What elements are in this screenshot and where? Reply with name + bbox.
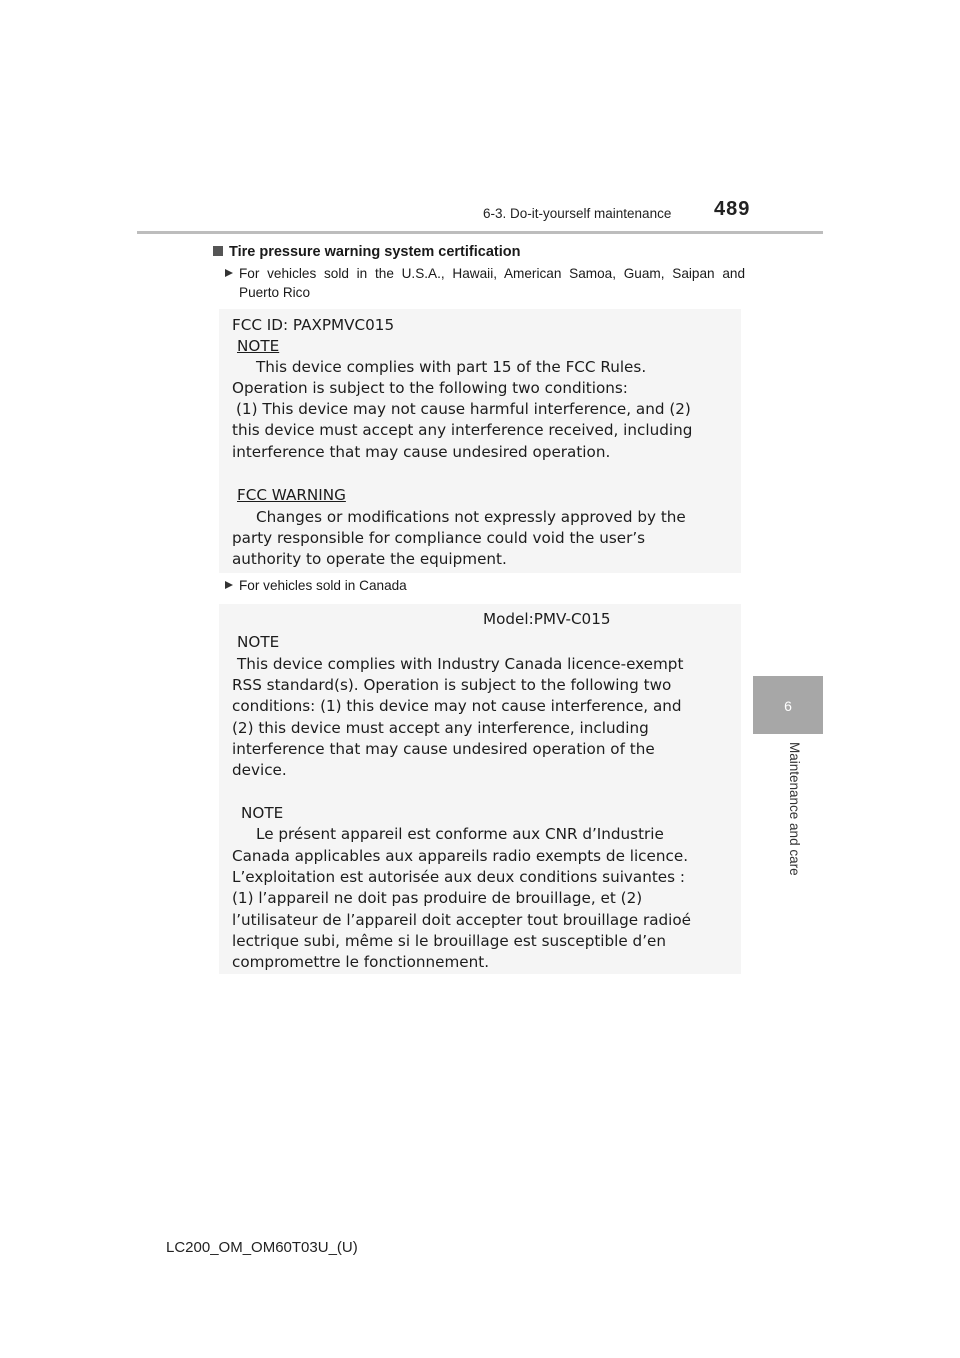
bullet-canada-text: For vehicles sold in Canada	[239, 578, 407, 593]
note-en-line: conditions: (1) this device may not cause interference, and	[232, 697, 682, 715]
note-en-line: device.	[232, 761, 287, 779]
header-divider	[137, 231, 823, 234]
chapter-title: Maintenance and care	[787, 742, 802, 876]
chapter-tab	[753, 676, 823, 734]
note-heading: NOTE	[237, 337, 280, 355]
triangle-bullet-icon	[225, 269, 233, 277]
note-en-line: interference that may cause undesired operation of the	[232, 740, 655, 758]
note-fr-line: compromettre le fonctionnement.	[232, 953, 490, 971]
page-number: 489	[714, 198, 751, 220]
note-line: interference that may cause undesired operation.	[232, 443, 611, 461]
bullet-canada-vehicles	[225, 576, 745, 595]
document-code: LC200_OM_OM60T03U_(U)	[166, 1239, 358, 1256]
note-fr-line: l’utilisateur de l’appareil doit accepter tout brouillage radioé	[232, 911, 692, 929]
note-en-line: (2) this device must accept any interference, including	[232, 719, 649, 737]
section-heading	[213, 244, 520, 260]
warning-heading: FCC WARNING	[237, 486, 346, 504]
note-en-line: This device complies with Industry Canada licence-exempt	[237, 655, 684, 673]
running-header-section: 6-3. Do-it-yourself maintenance	[483, 206, 672, 221]
note-en-line: RSS standard(s). Operation is subject to the following two	[232, 676, 672, 694]
note-fr-line: Le présent appareil est conforme aux CNR d’Industrie	[256, 825, 664, 843]
note-line: (1) This device may not cause harmful interference, and (2)	[236, 400, 691, 418]
section-heading-text: Tire pressure warning system certification	[229, 244, 521, 260]
canada-label-image	[219, 604, 741, 974]
note-fr-line: L’exploitation est autorisée aux deux conditions suivantes :	[232, 868, 685, 886]
warning-line: party responsible for compliance could void the user’s	[232, 529, 646, 547]
note-line: this device must accept any interference received, including	[232, 421, 693, 439]
note-line: This device complies with part 15 of the FCC Rules.	[256, 358, 647, 376]
warning-line: authority to operate the equipment.	[232, 550, 507, 568]
note-fr-heading: NOTE	[241, 804, 284, 822]
warning-line: Changes or modifications not expressly approved by the	[256, 508, 686, 526]
chapter-number: 6	[784, 698, 792, 714]
note-en-heading: NOTE	[237, 633, 280, 651]
note-line: Operation is subject to the following two conditions:	[232, 379, 628, 397]
triangle-bullet-icon	[225, 581, 233, 589]
square-bullet-icon	[213, 246, 223, 256]
note-fr-line: Canada applicables aux appareils radio exempts de licence.	[232, 847, 689, 865]
fcc-id: FCC ID: PAXPMVC015	[232, 316, 395, 334]
bullet-us-vehicles	[225, 264, 745, 302]
model-number: Model:PMV-C015	[483, 610, 611, 628]
note-fr-line: (1) l’appareil ne doit pas produire de brouillage, et (2)	[232, 889, 643, 907]
fcc-label-image	[219, 309, 741, 573]
bullet-us-text: For vehicles sold in the U.S.A., Hawaii, American Samoa, Guam, Saipan and Puerto Rico	[239, 266, 745, 300]
note-fr-line: lectrique subi, même si le brouillage est susceptible d’en	[232, 932, 666, 950]
